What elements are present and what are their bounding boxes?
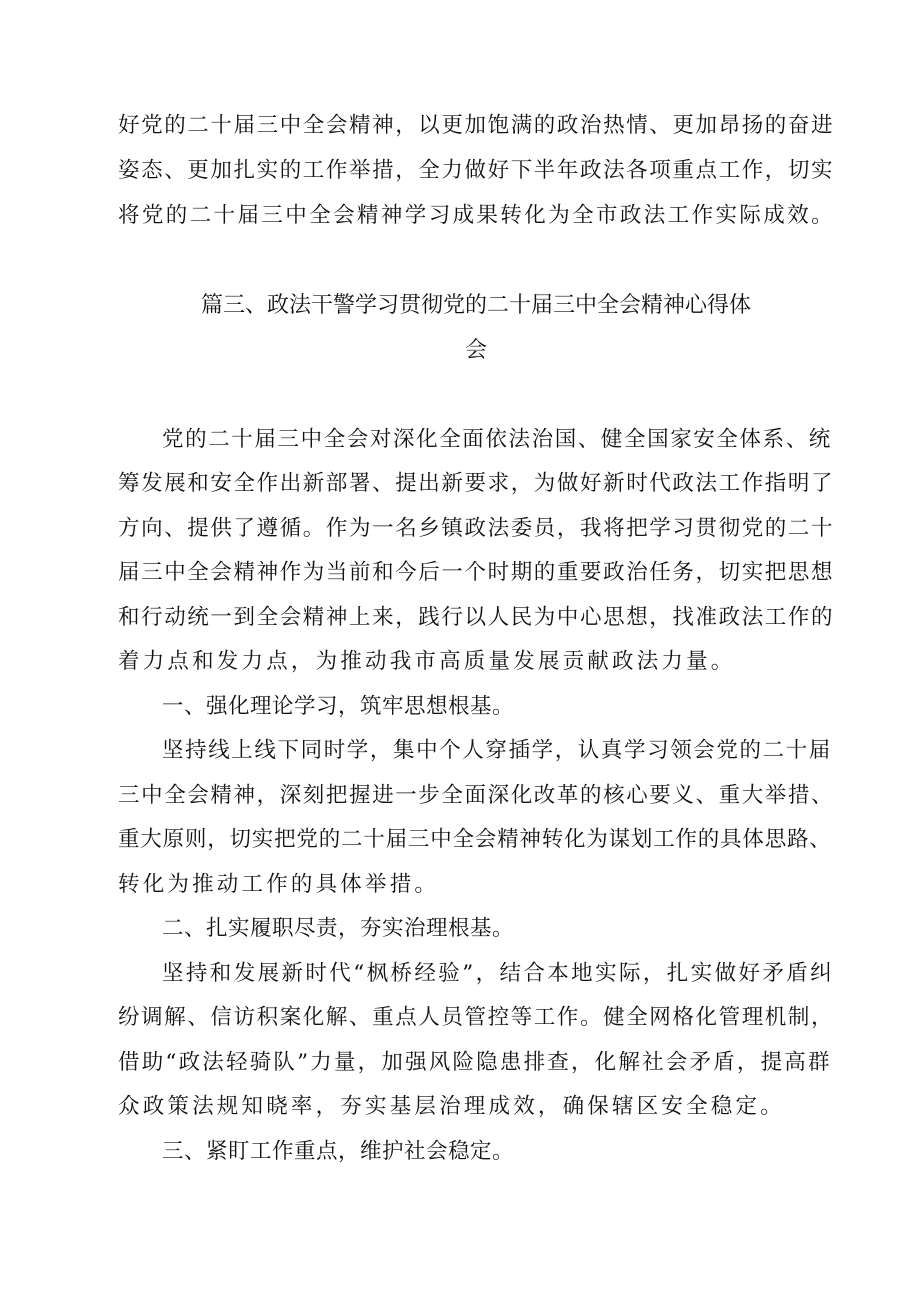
paragraph-line: 方向、提供了遵循。作为一名乡镇政法委员，我将把学习贯彻党的二十 [118, 516, 835, 541]
section-heading: 一、强化理论学习，筑牢思想根基。 [162, 694, 515, 719]
section-heading: 二、扎实履职尽责，夯实治理根基。 [162, 916, 515, 941]
paragraph-line: 届三中全会精神作为当前和今后一个时期的重要政治任务，切实把思想 [118, 560, 835, 585]
paragraph-line: 和行动统一到全会精神上来，践行以人民为中心思想，找准政法工作的 [118, 605, 835, 630]
paragraph-line: 坚持线上线下同时学，集中个人穿插学，认真学习领会党的二十届 [162, 738, 832, 763]
intro-line: 姿态、更加扎实的工作举措，全力做好下半年政法各项重点工作，切实 [118, 158, 835, 183]
paragraph-line: 重大原则，切实把党的二十届三中全会精神转化为谋划工作的具体思路、 [118, 827, 832, 852]
intro-line: 好党的二十届三中全会精神，以更加饱满的政治热情、更加昂扬的奋进 [118, 113, 835, 138]
paragraph-line: 党的二十届三中全会对深化全面依法治国、健全国家安全体系、统 [162, 427, 832, 452]
paragraph-line: 转化为推动工作的具体举措。 [118, 872, 440, 897]
article-title: 篇三、政法干警学习贯彻党的二十届三中全会精神心得体 [200, 293, 751, 318]
paragraph-line: 着力点和发力点，为推动我市高质量发展贡献政法力量。 [118, 649, 736, 674]
paragraph-line: 坚持和发展新时代“枫桥经验”，结合本地实际，扎实做好矛盾纠 [162, 961, 835, 986]
paragraph-line: 筹发展和安全作出新部署、提出新要求，为做好新时代政法工作指明了 [118, 471, 835, 496]
paragraph-line: 三中全会精神，深刻把握进一步全面深化改革的核心要义、重大举措、 [118, 783, 835, 808]
section-heading: 三、紧盯工作重点，维护社会稳定。 [162, 1139, 515, 1164]
paragraph-line: 众政策法规知晓率，夯实基层治理成效，确保辖区安全稳定。 [118, 1094, 785, 1119]
intro-line: 将党的二十届三中全会精神学习成果转化为全市政法工作实际成效。 [118, 203, 836, 228]
paragraph-line: 纷调解、信访积案化解、重点人员管控等工作。健全网格化管理机制， [118, 1005, 835, 1030]
article-title-continued: 会 [464, 338, 487, 363]
paragraph-line: 借助“政法轻骑队”力量，加强风险隐患排查，化解社会矛盾，提高群 [118, 1050, 832, 1075]
